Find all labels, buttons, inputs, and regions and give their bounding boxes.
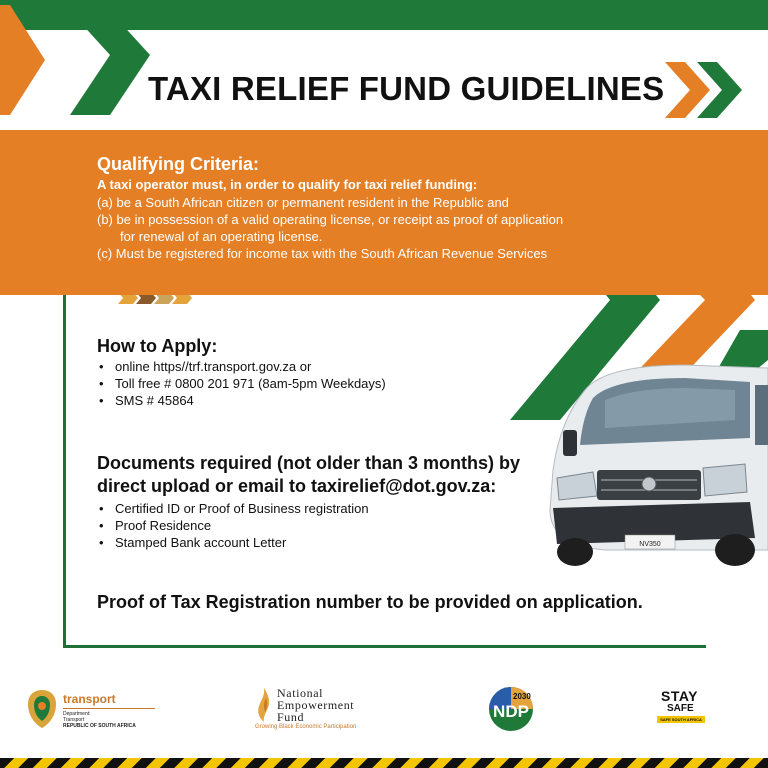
- apply-item-sms: • SMS # 45864: [97, 392, 386, 409]
- transport-logo: [25, 688, 155, 733]
- ndp-name: NDP: [493, 702, 529, 721]
- apply-list: [97, 358, 386, 409]
- qualifying-criteria: [97, 154, 563, 262]
- staysafe-line2: SAFE: [667, 703, 694, 714]
- document-item-bank-letter: • Stamped Bank account Letter: [97, 534, 520, 551]
- documents-heading-line1: Documents required (not older than 3 months) by: [97, 453, 521, 473]
- documents-list: [97, 500, 520, 551]
- nef-line2: Empowerment: [277, 698, 355, 712]
- document-item-residence: • Proof Residence: [97, 517, 520, 534]
- nef-logo: [255, 686, 380, 731]
- proof-tax-note: Proof of Tax Registration number to be provided on application.: [97, 592, 643, 612]
- apply-heading: How to Apply:: [97, 336, 218, 356]
- criteria-item-b-cont: for renewal of an operating license.: [120, 229, 323, 244]
- orange-title-chevron: [665, 62, 710, 118]
- staysafe-logo: [657, 688, 707, 732]
- document-item-id: • Certified ID or Proof of Business registration: [97, 500, 520, 517]
- transport-logo-name: transport: [63, 692, 116, 706]
- transport-logo-rule: [63, 708, 155, 709]
- page-title: TAXI RELIEF FUND GUIDELINES: [148, 70, 665, 107]
- nef-flame-icon: [255, 688, 273, 722]
- how-to-apply: [97, 336, 386, 409]
- transport-logo-country: REPUBLIC OF SOUTH AFRICA: [63, 723, 136, 729]
- staysafe-line3: SAFE SOUTH AFRICA: [657, 716, 705, 723]
- documents-heading-line2: direct upload or email to taxirelief@dot.gov.za:: [97, 476, 497, 496]
- ndp-logo: [487, 686, 535, 732]
- criteria-lead: A taxi operator must, in order to qualify for taxi relief funding:: [97, 177, 478, 192]
- footer-hazard-stripe: [0, 758, 768, 768]
- transport-logo-dept2: Transport: [63, 717, 85, 723]
- criteria-item-b: (b) be in possession of a valid operating license, or receipt as proof of application: [97, 212, 564, 227]
- criteria-heading: Qualifying Criteria:: [97, 154, 260, 174]
- transport-logo-dept: Department:: [63, 711, 91, 717]
- coat-of-arms-icon: [25, 688, 59, 730]
- van-plate-text: NV350: [639, 541, 661, 548]
- nef-line1: National: [277, 686, 324, 700]
- minibus-taxi-image: [545, 360, 768, 575]
- criteria-item-c: (c) Must be registered for income tax with the South African Revenue Services: [97, 246, 548, 261]
- apply-item-tollfree: • Toll free # 0800 201 971 (8am-5pm Weekdays): [97, 375, 386, 392]
- nef-line3: Fund: [277, 710, 305, 724]
- staysafe-line1: STAY: [661, 688, 699, 704]
- orange-chevron-left: [0, 5, 45, 115]
- apply-item-online: • online https//trf.transport.gov.za or: [97, 358, 386, 375]
- nef-tagline: Growing Black Economic Participation: [255, 724, 357, 730]
- ndp-year: 2030: [513, 692, 531, 701]
- documents-required: [97, 452, 520, 551]
- criteria-item-a: (a) be a South African citizen or permanent resident in the Republic and: [97, 195, 509, 210]
- green-chevron-left: [60, 0, 150, 115]
